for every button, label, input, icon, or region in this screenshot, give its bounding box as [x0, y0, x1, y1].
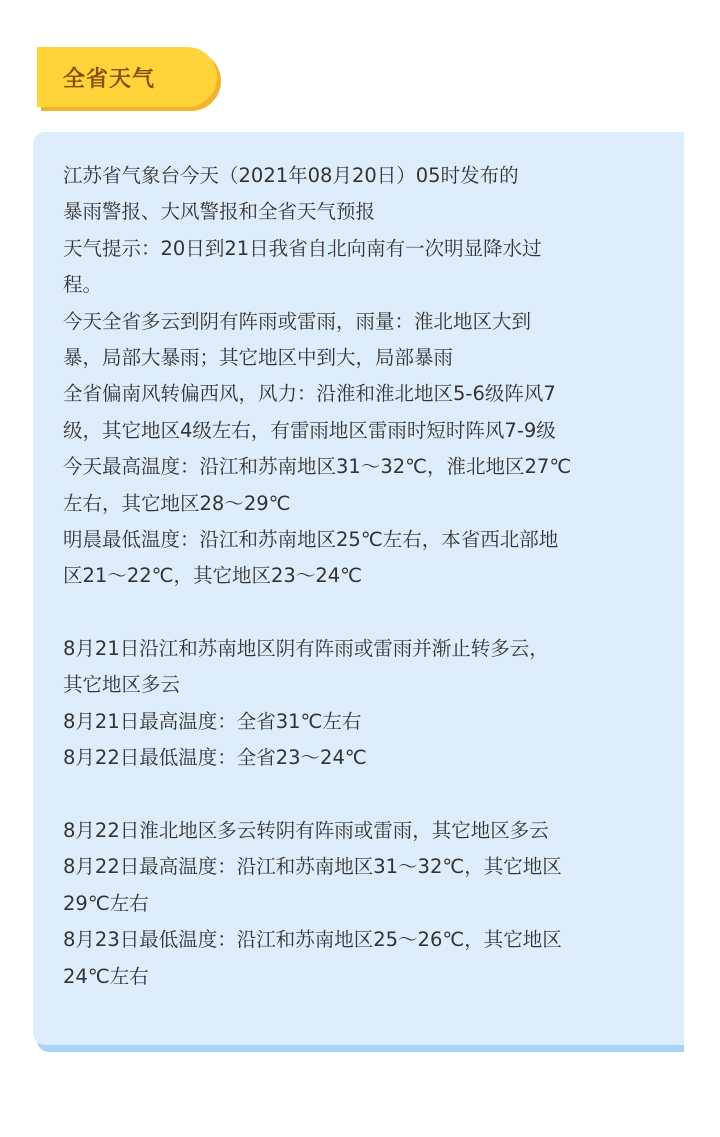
forecast-line: 级，其它地区4级左右，有雷雨地区雷雨时短时阵风7-9级 [63, 418, 556, 442]
forecast-line: 天气提示：20日到21日我省自北向南有一次明显降水过 [63, 236, 542, 260]
forecast-line: 29℃左右 [63, 891, 149, 915]
forecast-line: 8月23日最低温度：沿江和苏南地区25～26℃，其它地区 [63, 928, 562, 952]
forecast-line: 8月22日最低温度：全省23～24℃ [63, 746, 367, 770]
forecast-card [33, 132, 684, 1045]
paragraph-gap [63, 777, 664, 813]
forecast-line: 24℃左右 [63, 964, 149, 988]
forecast-line: 其它地区多云 [63, 673, 181, 697]
forecast-line: 8月21日沿江和苏南地区阴有阵雨或雷雨并渐止转多云， [63, 637, 549, 661]
forecast-line: 程。 [63, 273, 103, 297]
forecast-line: 今天最高温度：沿江和苏南地区31～32℃，淮北地区27℃ [63, 455, 572, 479]
forecast-line: 全省偏南风转偏西风，风力：沿淮和淮北地区5-6级阵风7 [63, 382, 556, 406]
forecast-line: 今天全省多云到阴有阵雨或雷雨，雨量：淮北地区大到 [63, 309, 532, 333]
forecast-line: 江苏省气象台今天（2021年08月20日）05时发布的 [63, 164, 519, 187]
forecast-line: 暴雨警报、大风警报和全省天气预报 [63, 200, 376, 224]
forecast-line: 8月22日最高温度：沿江和苏南地区31～32℃，其它地区 [63, 855, 562, 879]
forecast-line: 暴，局部大暴雨；其它地区中到大，局部暴雨 [63, 345, 454, 369]
forecast-line: 8月21日最高温度：全省31℃左右 [63, 709, 362, 733]
forecast-line: 明晨最低温度：沿江和苏南地区25℃左右，本省西北部地 [63, 527, 559, 551]
section-title: 全省天气 [63, 66, 156, 92]
section-tag [37, 47, 217, 107]
forecast-line: 区21～22℃，其它地区23～24℃ [63, 564, 363, 588]
forecast-line: 左右，其它地区28～29℃ [63, 491, 291, 515]
paragraph-gap [63, 595, 664, 631]
forecast-line: 8月22日淮北地区多云转阴有阵雨或雷雨，其它地区多云 [63, 819, 549, 843]
forecast-text [63, 158, 664, 995]
